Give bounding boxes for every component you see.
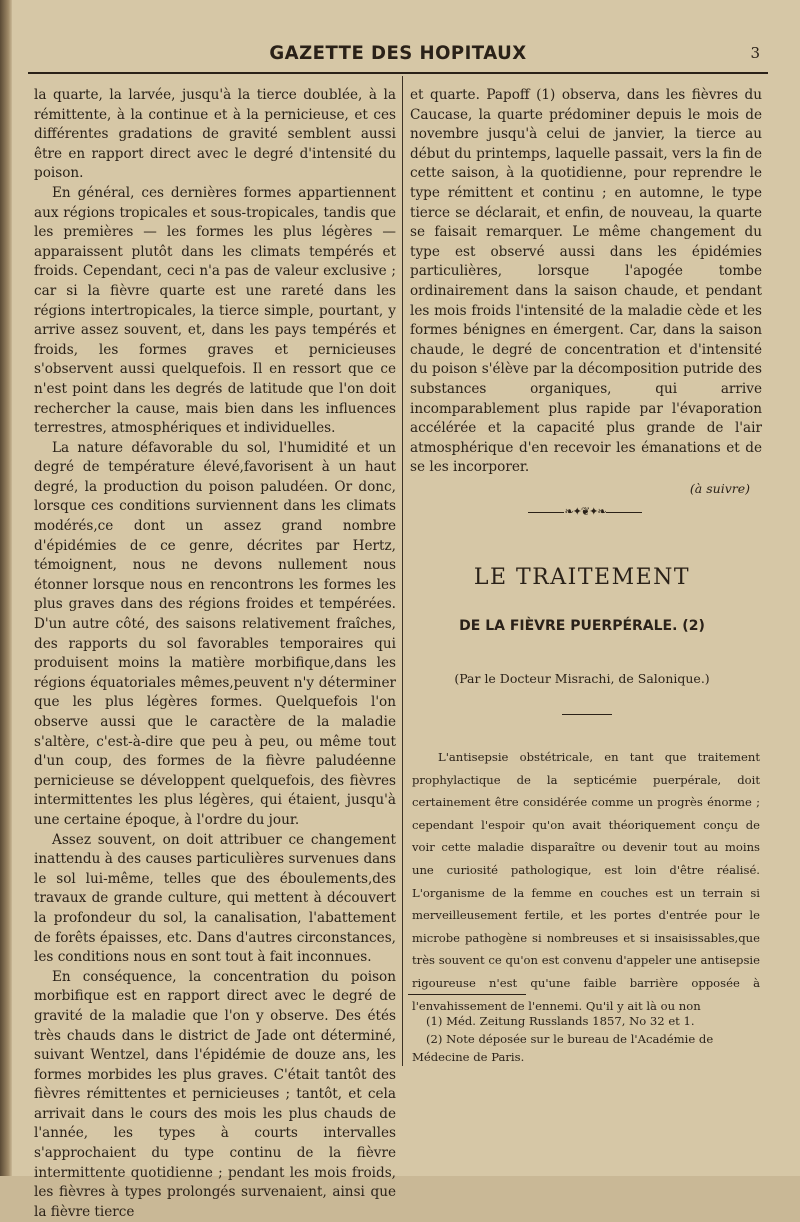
footnote: (2) Note déposée sur le bureau de l'Académie de Médecine de Paris. bbox=[412, 1032, 714, 1064]
paragraph: Assez souvent, on doit attribuer ce changement inattendu à des causes particulières survenues dans le sol lui-même, telles que des éboulements,des travaux de grande culture, qui mettent à découvert la profondeur du sol, la canalisation, l'abattement de forêts épaisses, etc. Dans d'autres circonstances, les conditions nous en sont tout à fait inconnues. bbox=[34, 831, 396, 966]
article-title: LE TRAITEMENT bbox=[473, 565, 691, 590]
paragraph: En général, ces dernières formes appartiennent aux régions tropicales et sous-tropicales, tandis que les premières — les formes les plus légères — apparaissent plutôt dans les climats tempérés et froids. Cependant, ceci n'a pas de valeur exclusive ; car si la fièvre quarte est une rareté dans les régions intertropicales, la tierce simple, pourtant, y arrive assez souvent, et, dans les pays tempérés et froids, les formes graves et pernicieuses s'observent aussi quelquefois. Il en ressort que ce n'est point dans les degrés de latitude que l'on doit rechercher la cause, mais bien dans les influences terrestres, atmosphériques et individuelles. bbox=[34, 184, 396, 437]
to-be-continued: (à suivre) bbox=[689, 481, 750, 496]
page-number: 3 bbox=[750, 44, 760, 62]
article-subtitle: DE LA FIÈVRE PUERPÉRALE. (2) bbox=[459, 618, 705, 634]
article-body bbox=[412, 746, 760, 1017]
left-column bbox=[34, 86, 396, 1222]
byline-rule bbox=[562, 714, 612, 715]
column-divider bbox=[402, 76, 403, 1066]
journal-title: GAZETTE DES HOPITAUX bbox=[269, 42, 527, 64]
header-rule bbox=[28, 72, 768, 74]
paragraph: la quarte, la larvée, jusqu'à la tierce doublée, à la rémittente, à la continue et à la pernicieuse, et ces différentes gradations de gravité semblent aussi être en rapport direct avec le degré d'intensité du poison. bbox=[34, 87, 396, 182]
paragraph: et quarte. Papoff (1) observa, dans les fièvres du Caucase, la quarte prédominer depuis le mois de novembre jusqu'à celui de janvier, la tierce au début du printemps, laquelle passait, vers la fin de cette saison, à la quotidienne, pour reprendre le type rémittent et continu ; en automne, le type tierce se déclarait, et enfin, de nouveau, la quarte se faisait remarquer. Le même changement du type est observé aussi dans les épidémies particulières, lorsque l'apogée tombe ordinairement dans la saison chaude, et pendant les mois froids l'intensité de la maladie cède et les formes bénignes en émergent. Car, dans la saison chaude, le degré de concentration et d'intensité du poison s'élève par la décomposition putride des substances organiques, qui arrive incomparablement plus rapide par l'évaporation accélérée et la capacité plus grande de l'air atmosphérique d'en recevoir les émanations et de se les incorporer. bbox=[410, 87, 762, 476]
right-column bbox=[410, 86, 762, 478]
footnote-rule bbox=[408, 994, 526, 995]
page-header bbox=[28, 40, 768, 70]
book-spine bbox=[0, 0, 12, 1176]
paragraph: La nature défavorable du sol, l'humidité et un degré de température élevé,favorisent à un haut degré, la production du poison paludéen. Or donc, lorsque ces conditions surviennent dans les climats modérés,ce dont un assez grand nombre d'épidémies de ce genre, décrites par Hertz, témoignent, nous ne devons nullement nous étonner lorsque nous en rencontrons les formes les plus graves dans des régions froides et tempérées. D'un autre côté, des saisons relativement fraîches, des rapports du sol favorables temporaires qui produisent moins la matière morbifique,dans les régions équatoriales mêmes,peuvent n'y déterminer que les plus légères formes. Quelquefois l'on observe aussi que le caractère de la maladie s'altère, c'est-à-dire que peu à peu, ou même tout d'un coup, des formes de la fièvre paludéenne pernicieuse se développent quelquefois, des fièvres intermittentes les plus légères, qui étaient, jusqu'à une certaine époque, à l'ordre du jour. bbox=[34, 439, 396, 828]
article-byline: (Par le Docteur Misrachi, de Salonique.) bbox=[454, 671, 710, 686]
footnotes bbox=[412, 1012, 762, 1066]
ornament-divider: ❧✦❦✦❧ bbox=[505, 505, 665, 518]
paragraph: En conséquence, la concentration du poison morbifique est en rapport direct avec le degré de gravité de la maladie que l'on y observe. Des étés très chauds dans le district de Jade ont déterminé, suivant Wentzel, dans l'épidémie de douze ans, les formes morbides les plus graves. C'était tantôt des fièvres rémittentes et pernicieuses ; tantôt, et cela arrivait dans le cours des mois les plus chauds de l'année, les types à courts intervalles s'approchaient du type continu de la fièvre intermittente quotidienne ; pendant les mois froids, les fièvres à types prolongés survenaient, ainsi que la fièvre tierce bbox=[34, 968, 396, 1220]
paragraph: L'antisepsie obstétricale, en tant que traitement prophylactique de la septicémie puerpérale, doit certainement être considérée comme un progrès énorme ; cependant l'espoir qu'on avait théoriquement conçu de voir cette maladie disparaître ou devenir tout au moins une curiosité pathologique, est loin d'être réalisé. L'organisme de la femme en couches est un terrain si merveilleusement fertile, et les portes d'entrée pour le microbe pathogène si nombreuses et si insaisissables,que très souvent ce qu'on est convenu d'appeler une antisepsie rigoureuse n'est qu'une faible barrière opposée à l'envahissement de l'ennemi. Qu'il y ait là ou non bbox=[412, 750, 760, 1013]
footnote: (1) Méd. Zeitung Russlands 1857, No 32 et 1. bbox=[426, 1014, 695, 1028]
